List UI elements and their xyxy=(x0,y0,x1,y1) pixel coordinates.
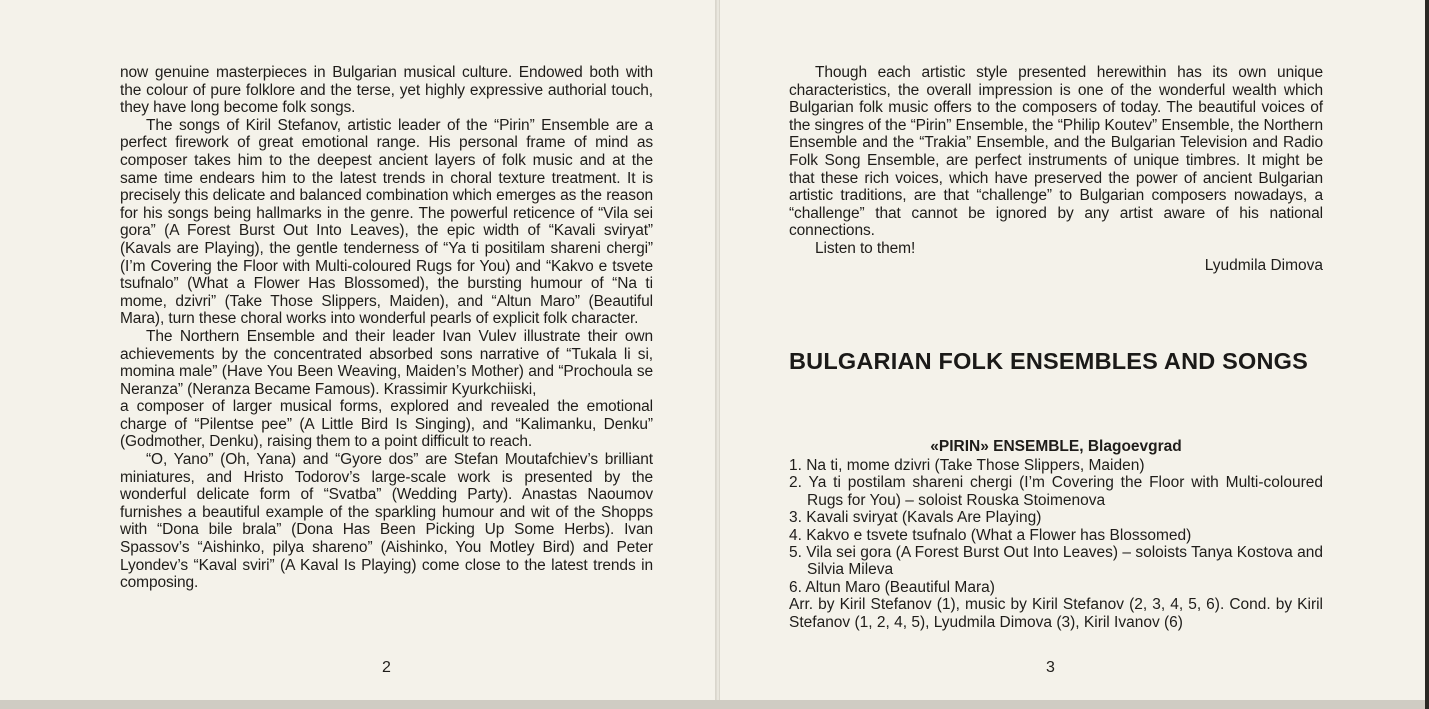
closing-line: Listen to them! xyxy=(815,239,916,257)
left-page xyxy=(0,0,716,700)
list-item: 4. Kakvo e tsvete tsufnalo (What a Flower has Blossomed) xyxy=(789,526,1192,544)
paragraph: Though each artistic style presented herewithin has its own unique characteristics, the overall impression is one of the wonderful wealth which Bulgarian folk music offers to the composers of today. The beautiful voices of the singres of the “Pirin” Ensemble, the “Philip Koutev” Ensemble, the Northern Ensemble and the “Trakia” Ensemble, and the Bulgarian Television and Radio Folk Song Ensemble, are perfect instruments of unique timbres. It might be that these rich voices, which have preserved the power of ancient Bulgarian artistic traditions, are that “challenge” to Bulgarian composers nowadays, a “challenge” that cannot be ignored by any artist aware of his national connections. xyxy=(789,64,1323,240)
author-signature: Lyudmila Dimova xyxy=(1204,257,1323,274)
page-number: 2 xyxy=(382,659,391,676)
right-page xyxy=(719,0,1425,700)
paragraph: now genuine masterpieces in Bulgarian musical culture. Endowed both with the colour of pure folklore and the terse, yet highly expressive authorial touch, they have long become folk songs. xyxy=(120,64,653,117)
page-number: 3 xyxy=(1046,659,1055,676)
list-item: 3. Kavali sviryat (Kavals Are Playing) xyxy=(789,509,1042,527)
list-item: 2. Ya ti postilam shareni chergi (I’m Covering the Floor with Multi-coloured Rugs for You) – soloist Rouska Stoimenova xyxy=(789,474,1323,509)
right-intro-text xyxy=(789,64,1323,258)
paragraph: “O, Yano” (Oh, Yana) and “Gyore dos” are Stefan Moutafchiev’s brilliant miniatures, and Hristo Todorov’s large-scale work is presented by the wonderful delicate form of “Svatba” (Wedding Party). Anastas Naoumov furnishes a beautiful example of the sparkling humour and wit of the Shopps with “Dona bile brala” (Dona Has Been Picking Up Some Herbs). Ivan Spassov’s “Aishinko, pilya shareno” (Aishinko, You Motley Bird) and Peter Lyondev’s “Kaval sviri” (A Kaval Is Playing) come close to the latest trends in composing. xyxy=(120,451,653,592)
left-body-text xyxy=(120,64,653,592)
ensemble-title: «PIRIN» ENSEMBLE, Blagoevgrad xyxy=(930,438,1182,455)
section-heading: BULGARIAN FOLK ENSEMBLES AND SONGS xyxy=(789,348,1309,374)
paragraph: The Northern Ensemble and their leader Ivan Vulev illustrate their own achievements by the concentrated absorbed sons narrative of “Tukala li si, momina male” (Have You Been Weaving, Maiden’s Mother) and “Prochoula se Neranza” (Neranza Became Famous). Krassimir Kyurkchiiski, xyxy=(120,327,653,398)
scan-bottom-edge xyxy=(0,700,1429,709)
scan-right-edge xyxy=(1425,0,1429,709)
list-item: 6. Altun Maro (Beautiful Mara) xyxy=(789,578,995,596)
list-item: 1. Na ti, mome dzivri (Take Those Slippers, Maiden) xyxy=(789,457,1145,474)
song-credits: Arr. by Kiril Stefanov (1), music by Kiril Stefanov (2, 3, 4, 5, 6). Cond. by Kiril Stefanov (1, 2, 4, 5), Lyudmila Dimova (3), Kiril Ivanov (6) xyxy=(789,596,1323,631)
list-item: 5. Vila sei gora (A Forest Burst Out Into Leaves) – soloists Tanya Kostova and Silvia Mileva xyxy=(789,544,1323,579)
paragraph: a composer of larger musical forms, explored and revealed the emotional charge of “Pilentse pee” (A Little Bird Is Singing), and “Kalimanku, Denku” (Godmother, Denku), raising them to a point difficult to reach. xyxy=(120,398,653,451)
paragraph: The songs of Kiril Stefanov, artistic leader of the “Pirin” Ensemble are a perfect firework of great emotional range. His personal frame of mind as composer takes him to the deepest ancient layers of folk music and at the same time endears him to the latest trends in choral texture treatment. It is precisely this delicate and balanced combination which emerges as the reason for his songs being hallmarks in the genre. The powerful reticence of “Vila sei gora” (A Forest Burst Out Into Leaves), the epic width of “Kavali sviryat” (Kavals are Playing), the gentle tenderness of “Ya ti positilam shareni chergi” (I’m Covering the Floor with Multi-coloured Rugs for You) and “Kakvo e tsvete tsufnalo” (What a Flower Has Blossomed), the bursting humour of “Na ti mome, dzivri” (Take Those Slippers, Maiden), and “Altun Maro” (Beautiful Mara), turn these choral works into wonderful pearls of explicit folk character. xyxy=(120,116,653,328)
song-list xyxy=(789,457,1323,596)
